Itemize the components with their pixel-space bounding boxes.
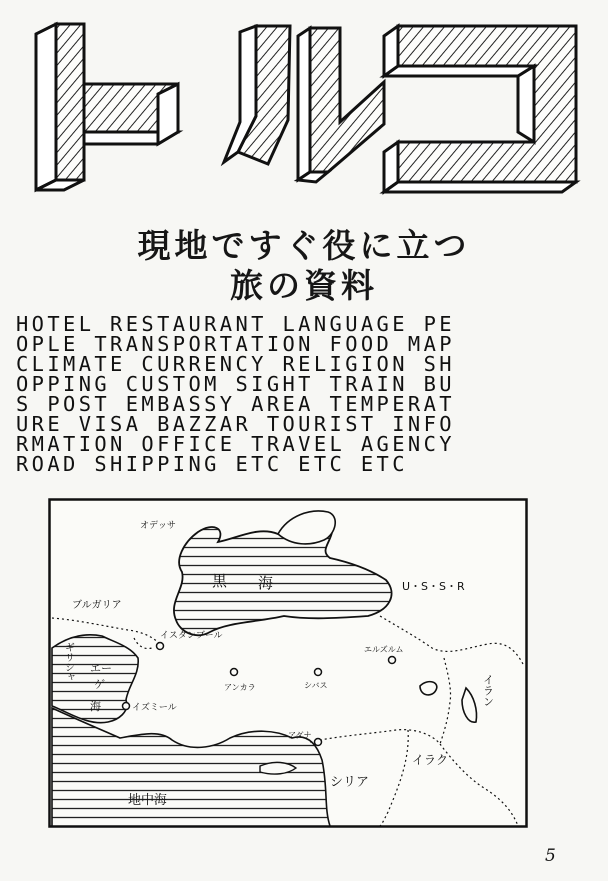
keyword-line: CLIMATE CURRENCY RELIGION SH — [16, 352, 455, 376]
label-erzurum: エルズルム — [364, 645, 404, 654]
subtitle-line-2: 旅の資料 — [230, 266, 378, 305]
label-aegean-1: エー — [90, 662, 112, 675]
turkey-map — [48, 498, 528, 828]
keyword-line: S POST EMBASSY AREA TEMPERAT — [16, 392, 455, 416]
city-sivas-marker — [315, 669, 322, 676]
label-ankara: アンカラ — [224, 683, 256, 692]
label-black-sea-1: 黒 — [212, 572, 228, 590]
label-iraq: イラク — [412, 753, 449, 767]
page-number: 5 — [545, 846, 556, 866]
keyword-line: HOTEL RESTAURANT LANGUAGE PE — [16, 312, 455, 336]
city-izmir-marker — [123, 703, 130, 710]
title-block-letters — [28, 12, 588, 202]
keyword-line: OPLE TRANSPORTATION FOOD MAP — [16, 332, 455, 356]
label-izmir: イズミール — [132, 703, 177, 713]
label-bulgaria: ブルガリア — [72, 600, 122, 611]
label-iran: イラン — [481, 674, 495, 707]
city-adana-marker — [315, 739, 322, 746]
label-sivas: シバス — [304, 681, 328, 690]
label-ussr: U・S・S・R — [402, 580, 465, 593]
title-letter-ko — [384, 26, 576, 192]
label-syria: シリア — [330, 775, 370, 790]
label-aegean-3: 海 — [90, 700, 101, 713]
subtitle-line-1: 現地ですぐ役に立つ — [137, 226, 471, 265]
label-odessa: オデッサ — [140, 521, 176, 531]
city-istanbul-marker — [157, 643, 164, 650]
keyword-line: RMATION OFFICE TRAVEL AGENCY — [16, 432, 455, 456]
keyword-line: OPPING CUSTOM SIGHT TRAIN BU — [16, 372, 455, 396]
lake-van — [420, 682, 437, 695]
city-ankara-marker — [231, 669, 238, 676]
label-black-sea-2: 海 — [258, 574, 274, 592]
label-greece: ギリシャ — [62, 642, 74, 682]
city-erzurum-marker — [389, 657, 396, 664]
keyword-line: ROAD SHIPPING ETC ETC ETC — [16, 452, 408, 476]
title-letter-to — [36, 24, 178, 190]
label-adana: アダナ — [288, 731, 312, 740]
title-letter-ru — [224, 26, 384, 182]
label-istanbul: イスタンブール — [160, 631, 223, 641]
keyword-line: URE VISA BAZZAR TOURIST INFO — [16, 412, 455, 436]
label-aegean-2: ゲ — [94, 678, 105, 691]
label-mediterranean: 地中海 — [128, 793, 168, 808]
